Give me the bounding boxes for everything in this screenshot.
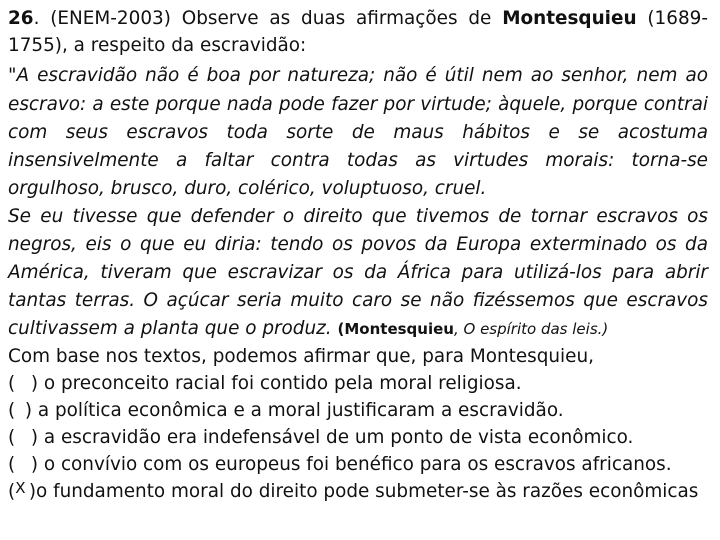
quote-line: com seus escravos toda sorte de maus hábitos e se acostuma [8,122,708,143]
option-3[interactable] [8,425,708,451]
citation-author: (Montesquieu [337,320,454,338]
quote-line: Se eu tivesse que defender o direito que tivemos de tornar escravos os [8,206,708,227]
option-text: o fundamento moral do direito pode submeter-se às razões econômicas [36,481,699,502]
citation [338,320,609,338]
quote-line: insensivelmente a faltar contra todas as virtudes morais: torna-se [8,150,708,171]
option-checkbox[interactable]: ( ) [8,454,38,475]
selected-mark: X [15,479,26,497]
option-2[interactable] [8,398,708,424]
option-text: a escravidão era indefensável de um ponto de vista econômico. [38,427,634,448]
option-text: o preconceito racial foi contido pela moral religiosa. [38,373,522,394]
option-text: o convívio com os europeus foi benéfico para os escravos africanos. [38,454,672,475]
question-intro: . (ENEM-2003) Observe as duas afirmações de [33,8,503,29]
option-text: a política econômica e a moral justificaram a escravidão. [32,400,564,421]
option-1[interactable] [8,371,708,397]
author-dates-start: (1689- [636,8,708,29]
option-checkbox[interactable]: ( ) [8,400,32,421]
quote-line: "A escravidão não é boa por natureza; não é útil nem ao senhor, nem ao [8,65,708,86]
question-prompt: Com base nos textos, podemos afirmar que, para Montesquieu, [8,346,594,367]
quote-line: orgulhoso, brusco, duro, colérico, voluptuoso, cruel. [8,178,487,199]
citation-work: , O espírito das leis.) [453,320,609,338]
question-header-line-1 [8,6,708,32]
question-header-line-2: 1755), a respeito da escravidão: [8,35,307,56]
quote-line: negros, eis o que eu diria: tendo os povos da Europa exterminado os da [8,234,708,255]
option-checkbox[interactable]: ( ) [8,373,38,394]
quote-last-line [8,316,708,342]
option-4[interactable] [8,452,708,478]
option-checkbox[interactable]: ($^X$ ) [8,479,36,502]
quote-line: América, tiveram que escravizar os da África para utilizá-los para abrir [8,262,708,283]
author-name: Montesquieu [502,8,637,29]
quote-line: cultivassem a planta que o produz. [8,318,332,339]
option-5[interactable] [8,479,708,505]
option-checkbox[interactable]: ( ) [8,427,38,448]
quote-line: escravo: a este porque nada pode fazer por virtude; àquele, porque contrai [8,94,708,115]
quote-line: tantas terras. O açúcar seria muito caro se não fizéssemos que escravos [8,290,708,311]
question-number: 26 [8,8,34,29]
